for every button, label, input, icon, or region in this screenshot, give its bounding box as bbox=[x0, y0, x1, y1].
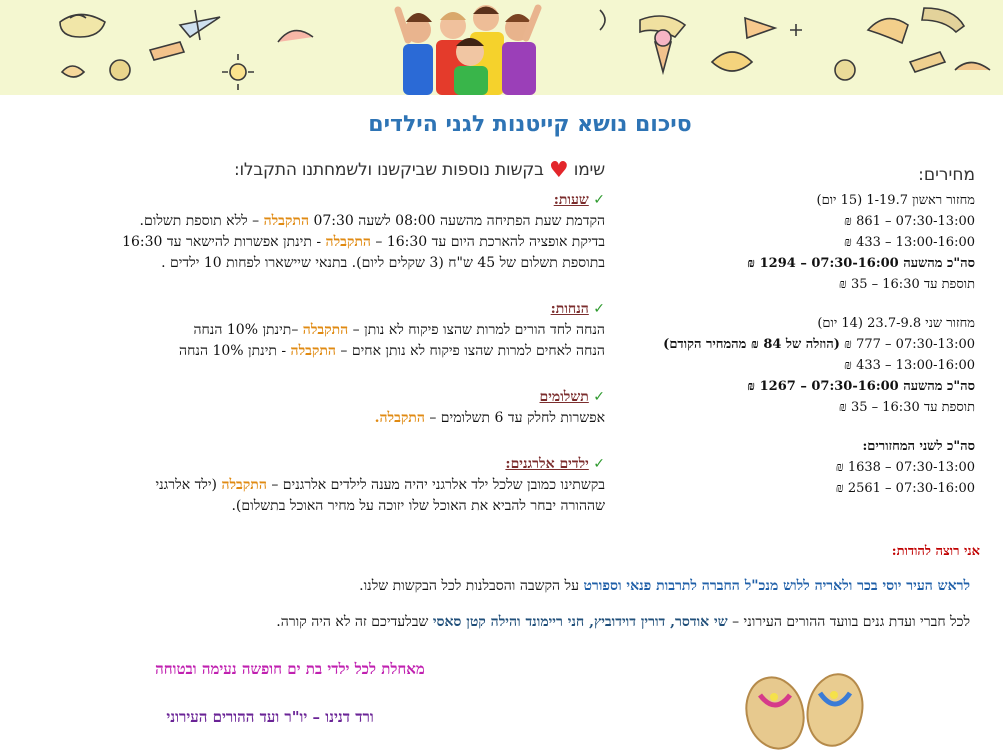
hours-line-3: בתוספת תשלום של 45 ש"ח (3 שקלים ליום). בתנאי שיישארו לפחות 10 ילדים . bbox=[161, 255, 605, 271]
discounts-label: הנחות: bbox=[550, 301, 589, 317]
hours-line-1-text: הקדמת שעת הפתיחה מהשעה 08:00 לשעה 07:30 bbox=[313, 213, 605, 229]
discounts-line-1-end: –תינתן 10% הנחה bbox=[193, 322, 299, 338]
allergic-line-1 bbox=[30, 475, 605, 496]
checkmark-icon: ✓ bbox=[593, 192, 605, 208]
requests-column bbox=[30, 160, 605, 541]
hours-section bbox=[30, 189, 605, 274]
thanks-line-2-names: שי אודסר, דורין דוידוביץ, חני ריימונד והילה קטן סאסי bbox=[432, 614, 728, 630]
prices-heading: מחירים: bbox=[918, 165, 975, 185]
hours-line-1-end: – ללא תוספת תשלום. bbox=[139, 213, 260, 229]
thanks-line-2-end: שבלעדיכם זה לא היה קורה. bbox=[276, 614, 429, 630]
both-rounds-title: סה"כ לשני המחזורים: bbox=[862, 439, 975, 454]
hours-line-2 bbox=[30, 232, 605, 253]
page-title: סיכום נושא קייטנות לגני הילדים bbox=[368, 112, 692, 137]
both-rounds-morning: 07:30-13:00 – 1638 ₪ bbox=[835, 460, 975, 475]
allergic-label: ילדים אלרגנים: bbox=[505, 456, 589, 472]
accepted-badge: התקבלה bbox=[263, 213, 310, 229]
round-2-discount-note: (הוזלה של 84 ₪ מהמחיר הקודם) bbox=[663, 337, 840, 352]
allergic-section bbox=[30, 453, 605, 517]
round-2-extra: תוספת עד 16:30 – 35 ₪ bbox=[838, 400, 975, 415]
wish-text: מאחלת לכל ילדי בת ים חופשה נעימה ובטוחה bbox=[155, 660, 425, 678]
payments-line-1-text: אפשרות לחלק עד 6 תשלומים – bbox=[429, 410, 605, 426]
flip-flops-image bbox=[730, 665, 880, 750]
checkmark-icon: ✓ bbox=[593, 301, 605, 317]
thanks-line-1 bbox=[20, 578, 970, 595]
round-1-extra: תוספת עד 16:30 – 35 ₪ bbox=[838, 277, 975, 292]
hours-line-2-end: - תינתן אפשרות להישאר עד 16:30 bbox=[122, 234, 322, 250]
accepted-badge: התקבלה bbox=[221, 477, 267, 493]
requests-heading bbox=[30, 160, 605, 181]
round-1-title: מחזור ראשון 1-19.7 (15 יום) bbox=[816, 193, 975, 208]
discounts-section bbox=[30, 298, 605, 362]
signature: ורד דנינו – יו"ר ועד ההורים העירוני bbox=[166, 708, 374, 726]
round-2-total: סה"כ מהשעה 07:30-16:00 – 1267 ₪ bbox=[747, 379, 975, 394]
payments-label: תשלומים bbox=[539, 389, 589, 405]
thanks-line-1-names: לראש העיר יוסי בכר ולאריה ללוש מנכ"ל החברה לתרבות פנאי וספורט bbox=[583, 578, 970, 594]
discounts-line-2-end: - תינתן 10% הנחה bbox=[179, 343, 287, 359]
hours-line-1 bbox=[30, 211, 605, 232]
allergic-line-1-text: בקשתינו כמובן שלכל ילד אלרגני יהיה מענה לילדים אלרגנים – bbox=[271, 477, 605, 493]
allergic-line-2: שההורה יבחר להביא את האוכל שלו יזוכה על מחיר האוכל בתשלום). bbox=[231, 498, 605, 514]
thanks-line-2-start: לכל חברי ועדת גנים בוועד ההורים העירוני – bbox=[732, 614, 970, 630]
requests-heading-text: בקשות נוספות שביקשנו ולשמחתנו התקבלו: bbox=[233, 160, 544, 180]
heart-icon: ♥ bbox=[549, 158, 569, 183]
kids-photo bbox=[378, 0, 553, 95]
hours-line-2-text: בדיקת אופציה להארכת היום עד 16:30 – bbox=[375, 234, 605, 250]
accepted-badge: התקבלה bbox=[302, 322, 349, 338]
accepted-badge: התקבלה. bbox=[374, 410, 425, 426]
round-1-total: סה"כ מהשעה 07:30-16:00 – 1294 ₪ bbox=[747, 256, 975, 271]
thanks-label: אני רוצה להודות: bbox=[891, 544, 980, 559]
accepted-badge: התקבלה bbox=[325, 234, 371, 250]
payments-section bbox=[30, 386, 605, 429]
payments-line-1 bbox=[30, 408, 605, 429]
discounts-line-2-text: הנחה לאחים למרות שהצו פיקוח לא נותן אחים – bbox=[340, 343, 605, 359]
discounts-line-1 bbox=[30, 320, 605, 341]
both-rounds-block bbox=[620, 436, 975, 499]
header-banner bbox=[0, 0, 1003, 95]
round-2-afternoon: 13:00-16:00 – 433 ₪ bbox=[844, 358, 975, 373]
round-1-block bbox=[620, 190, 975, 295]
requests-heading-prefix: שימו bbox=[573, 160, 605, 180]
both-rounds-full: 07:30-16:00 – 2561 ₪ bbox=[835, 481, 975, 496]
round-2-block bbox=[620, 313, 975, 418]
round-1-morning: 07:30-13:00 – 861 ₪ bbox=[844, 214, 975, 229]
hours-label: שעות: bbox=[553, 192, 589, 208]
checkmark-icon: ✓ bbox=[593, 389, 605, 405]
round-2-morning-row bbox=[620, 334, 975, 355]
thanks-line-1-rest: על הקשבה והסבלנות לכל הבקשות שלנו. bbox=[359, 578, 579, 594]
discounts-line-1-text: הנחה לחד הורים למרות שהצו פיקוח לא נותן – bbox=[352, 322, 605, 338]
prices-column bbox=[620, 165, 975, 517]
round-2-title: מחזור שני 23.7-9.8 (14 יום) bbox=[817, 316, 975, 331]
checkmark-icon: ✓ bbox=[593, 456, 605, 472]
round-1-afternoon: 13:00-16:00 – 433 ₪ bbox=[844, 235, 975, 250]
discounts-line-2 bbox=[30, 341, 605, 362]
round-2-morning: 07:30-13:00 – 777 ₪ bbox=[844, 337, 975, 352]
thanks-line-2 bbox=[20, 614, 970, 631]
accepted-badge: התקבלה bbox=[290, 343, 336, 359]
allergic-line-1-end: (ילד אלרגני bbox=[155, 477, 217, 493]
